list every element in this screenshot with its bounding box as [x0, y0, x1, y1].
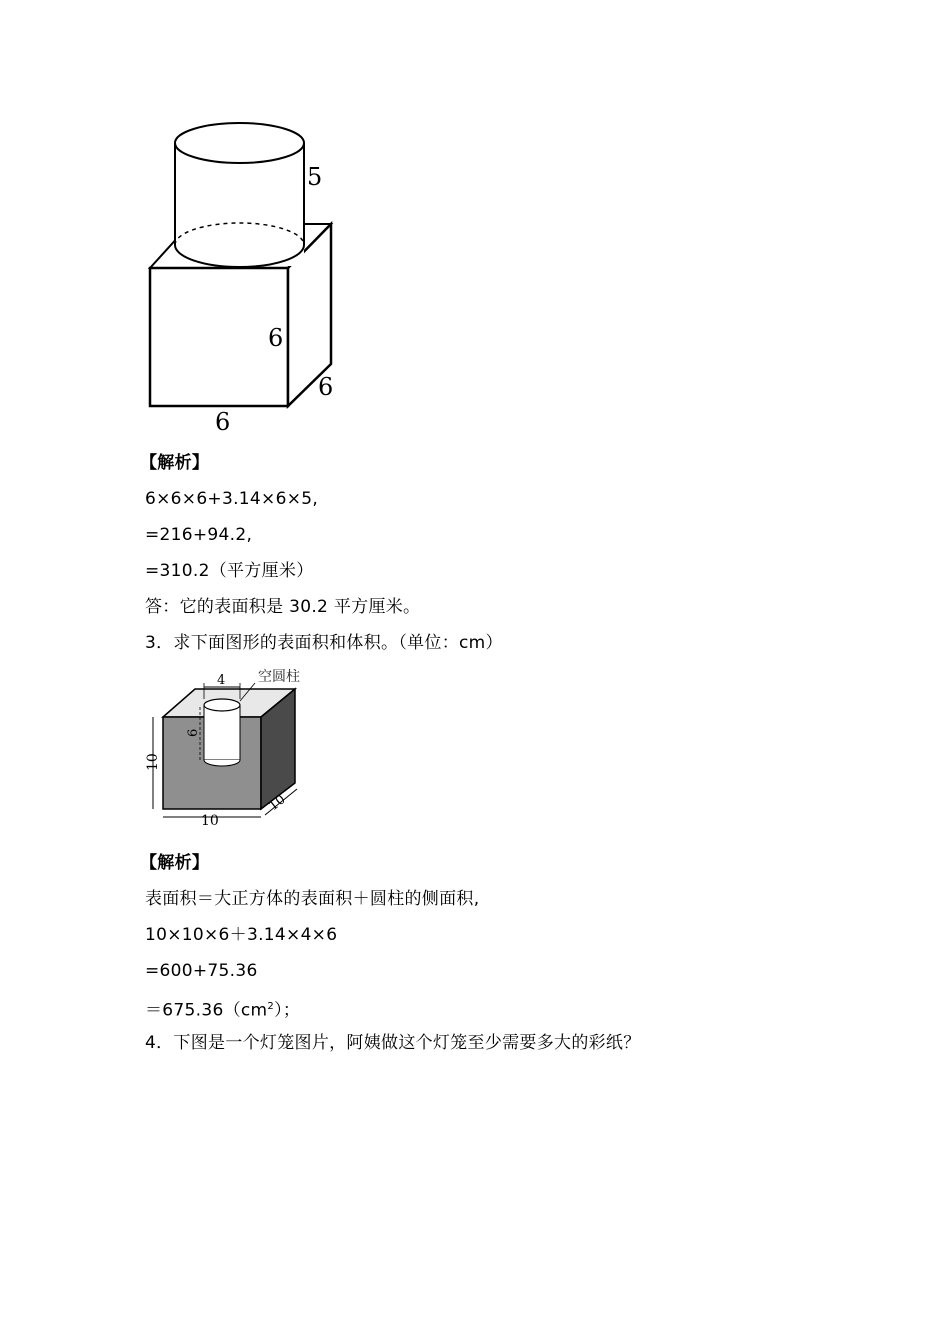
label-front-height: 6	[268, 324, 284, 352]
section2-heading: 【解析】	[140, 853, 210, 873]
section2-line4-pre: ＝675.36（cm	[145, 1000, 268, 1021]
section1-line3: =310.2（平方厘米）	[145, 561, 314, 581]
section2-line1: 表面积＝大正方体的表面积＋圆柱的侧面积,	[145, 889, 480, 909]
section1-heading: 【解析】	[140, 453, 210, 473]
section2-line4-post: ）；	[274, 1000, 301, 1021]
cylinder-on-cube-figure	[140, 110, 370, 440]
label-bottom: 6	[215, 408, 231, 436]
question-4: 4．下图是一个灯笼图片，阿姨做这个灯笼至少需要多大的彩纸？	[145, 1033, 641, 1053]
cylinder-top-ellipse	[175, 123, 304, 163]
hollow-cube-figure	[145, 665, 325, 830]
figure2-title: 空圆柱	[258, 669, 300, 685]
section1-line1: 6×6×6+3.14×6×5,	[145, 489, 319, 509]
question-3: 3．求下面图形的表面积和体积。（单位：cm）	[145, 633, 503, 653]
label-diameter: 4	[217, 673, 226, 688]
label-depth: 6	[318, 373, 334, 401]
label-depth: 6	[186, 728, 201, 737]
section1-answer: 答：它的表面积是 30.2 平方厘米。	[145, 597, 421, 617]
label-height: 10	[145, 753, 161, 771]
section2-line2: 10×10×6＋3.14×4×6	[145, 925, 338, 945]
hollow-cylinder-body	[204, 705, 240, 760]
label-bottom: 10	[201, 813, 219, 829]
hollow-cylinder-top	[204, 699, 240, 711]
squared-sup: 2	[267, 1001, 275, 1012]
section2-line3: =600+75.36	[145, 961, 258, 981]
section1-line2: =216+94.2,	[145, 525, 253, 545]
section2-line4	[145, 996, 300, 1022]
label-side: 10	[266, 792, 289, 815]
label-cylinder-height: 5	[307, 163, 323, 191]
